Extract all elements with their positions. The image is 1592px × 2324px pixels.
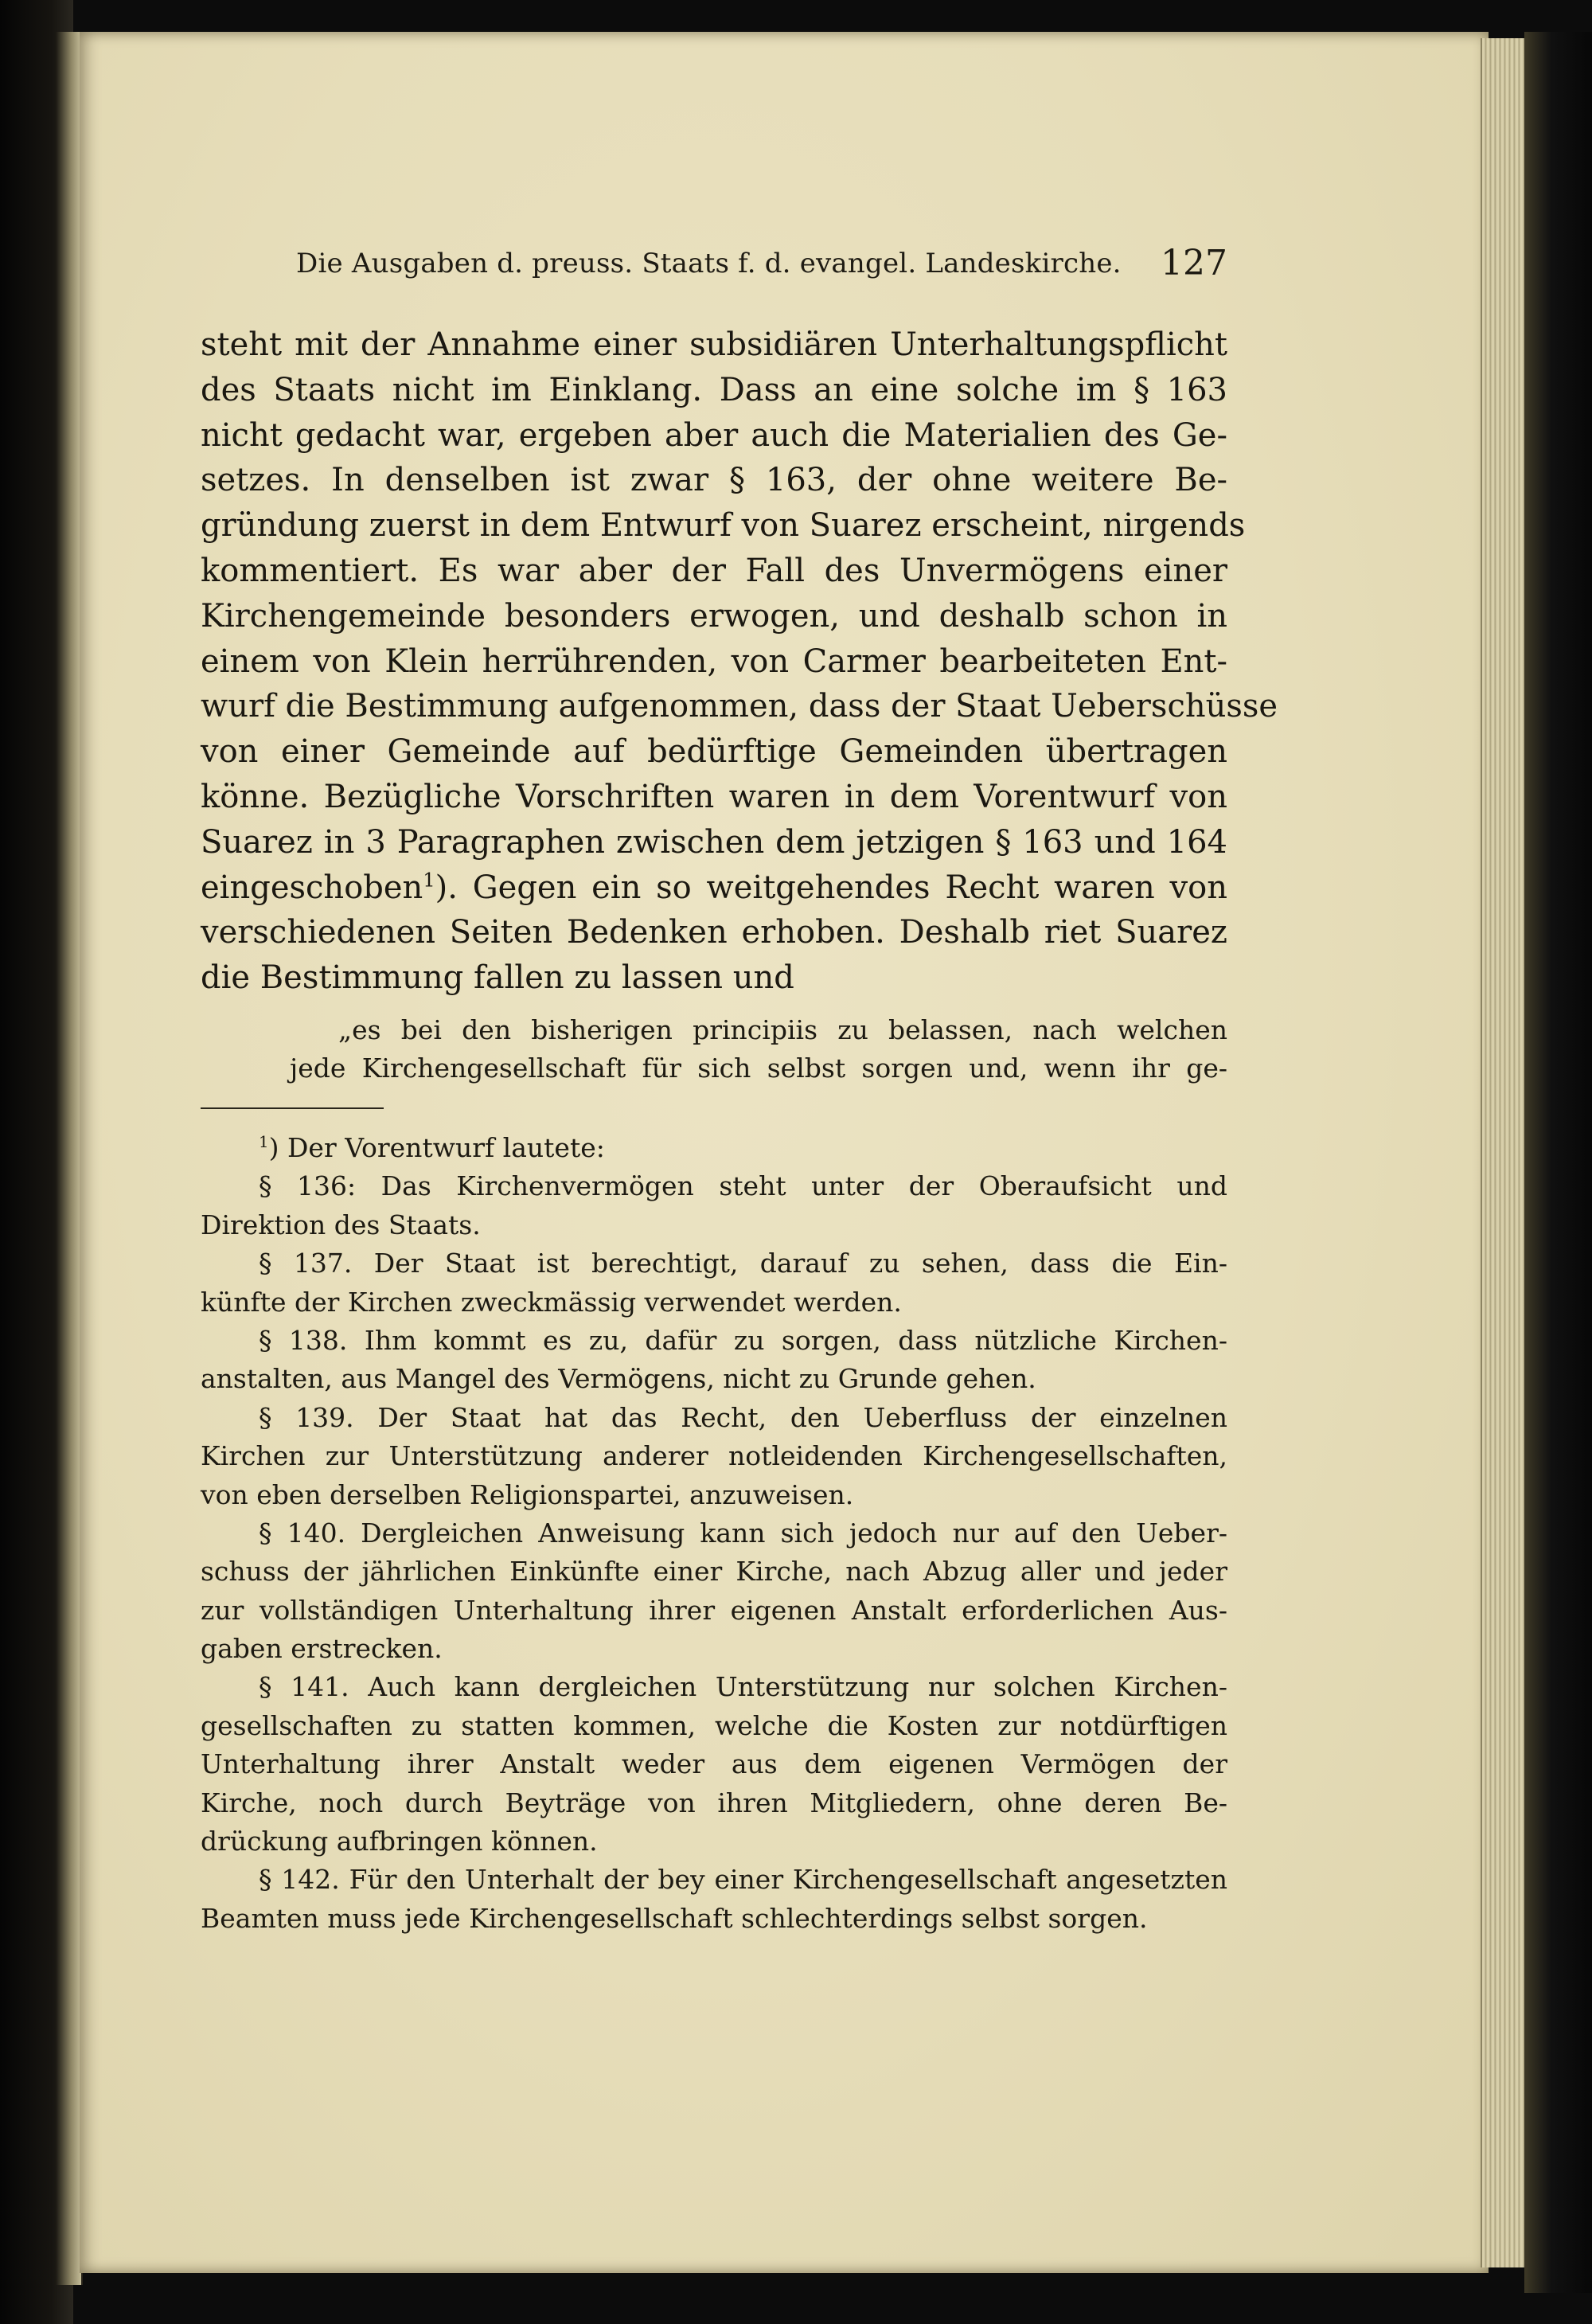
body-line: wurf die Bestimmung aufgenommen, dass der Staat Ueberschüsse (201, 688, 1278, 725)
footnote-reference: 1 (423, 869, 435, 892)
quote-line: jede Kirchengesellschaft für sich selbst sorgen und, wenn ihr ge- (290, 1053, 1227, 1084)
left-page-edge (56, 32, 83, 2285)
footnote-line: Kirche, noch durch Beyträge von ihren Mitgliedern, ohne deren Be- (201, 1787, 1227, 1818)
body-line-with-footnote (201, 865, 1227, 911)
footnote-line: § 141. Auch kann dergleichen Unterstützung nur solchen Kirchen- (259, 1671, 1227, 1703)
body-line: des Staats nicht im Einklang. Dass an eine solche im § 163 (201, 371, 1227, 408)
footnote-line: § 140. Dergleichen Anweisung kann sich jedoch nur auf den Ueber- (259, 1517, 1227, 1549)
footnote-divider (201, 1107, 384, 1109)
footnotes (201, 1129, 1227, 1938)
quote-line: „es bei den bisherigen principiis zu belassen, nach welchen (338, 1014, 1227, 1045)
body-line: steht mit der Annahme einer subsidiären Unterhaltungspflicht (201, 326, 1227, 363)
footnote-marker: 1 (259, 1133, 269, 1151)
footnote-line: § 136: Das Kirchenvermögen steht unter der Oberaufsicht und (259, 1170, 1227, 1202)
footnote-line: drückung aufbringen können. (201, 1826, 598, 1857)
body-line: nicht gedacht war, ergeben aber auch die Materialien des Ge- (201, 416, 1227, 454)
body-line: könne. Bezügliche Vorschriften waren in dem Vorentwurf von (201, 778, 1227, 815)
footnote-line: Direktion des Staats. (201, 1209, 481, 1240)
footnote-line: § 137. Der Staat ist berechtigt, darauf zu sehen, dass die Ein- (259, 1248, 1227, 1279)
running-header (296, 243, 1227, 291)
footnote-intro-text: ) Der Vorentwurf lautete: (268, 1132, 605, 1163)
footnote-line: zur vollständigen Unterhaltung ihrer eigenen Anstalt erforderlichen Aus- (201, 1594, 1227, 1626)
body-line: einem von Klein herrührenden, von Carmer bearbeiteten Ent- (201, 643, 1227, 680)
body-line: gründung zuerst in dem Entwurf von Suarez erscheint, nirgends (201, 507, 1246, 545)
running-title: Die Ausgaben d. preuss. Staats f. d. evangel. Landeskirche. (296, 248, 1122, 279)
body-line: von einer Gemeinde auf bedürftige Gemeinden übertragen (201, 733, 1227, 771)
footnote-intro (201, 1129, 1227, 1167)
body-line: Kirchengemeinde besonders erwogen, und deshalb schon in (201, 597, 1227, 635)
footnote-line: § 142. Für den Unterhalt der bey einer Kirchengesellschaft angesetzten (259, 1864, 1227, 1896)
body-line-start: eingeschoben (201, 869, 423, 906)
footnote-line: Unterhaltung ihrer Anstalt weder aus dem eigenen Vermögen der (201, 1748, 1227, 1780)
footnote-line: anstalten, aus Mangel des Vermögens, nicht zu Grunde gehen. (201, 1363, 1036, 1395)
footnote-line: schuss der jährlichen Einkünfte einer Kirche, nach Abzug aller und jeder (201, 1556, 1227, 1588)
body-line: setzes. In denselben ist zwar § 163, der ohne weitere Be- (201, 462, 1227, 499)
footnote-line: Beamten muss jede Kirchengesellschaft schlechterdings selbst sorgen. (201, 1902, 1148, 1934)
footnote-line: Kirchen zur Unterstützung anderer notleidenden Kirchengesellschaften, (201, 1440, 1227, 1472)
footnote-line: künfte der Kirchen zweckmässig verwendet werden. (201, 1286, 902, 1318)
body-line: die Bestimmung fallen zu lassen und (201, 959, 794, 997)
footnote-line: § 138. Ihm kommt es zu, dafür zu sorgen, dass nützliche Kirchen- (259, 1324, 1227, 1356)
footnote-line: von eben derselben Religionspartei, anzuweisen. (201, 1478, 854, 1510)
footnote-line: § 139. Der Staat hat das Recht, den Ueberfluss der einzelnen (259, 1401, 1227, 1433)
body-line: verschiedenen Seiten Bedenken erhoben. Deshalb riet Suarez (201, 914, 1227, 951)
page-number: 127 (1161, 243, 1227, 283)
book-outer-edge (1524, 32, 1592, 2293)
footnote-line: gaben erstrecken. (201, 1633, 443, 1665)
body-line: kommentiert. Es war aber der Fall des Unvermögens einer (201, 552, 1227, 589)
body-line-end: ). Gegen ein so weitgehendes Recht waren von (435, 869, 1227, 906)
block-quote (201, 1011, 1227, 1088)
body-text (201, 322, 1278, 1001)
body-line: Suarez in 3 Paragraphen zwischen dem jetzigen § 163 und 164 (201, 823, 1227, 861)
footnote-line: gesellschaften zu statten kommen, welche die Kosten zur notdürftigen (201, 1709, 1227, 1741)
page-stack-edge (1481, 38, 1526, 2267)
